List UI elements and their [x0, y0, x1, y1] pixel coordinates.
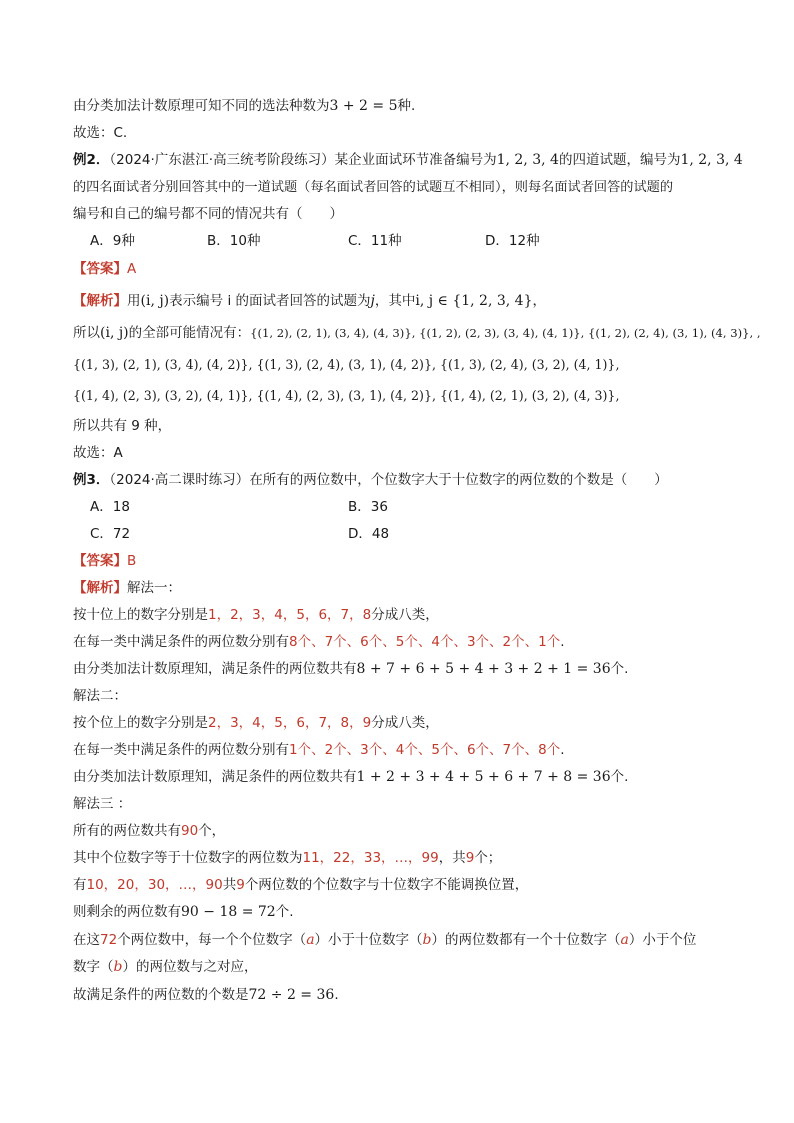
- text-line: 按十位上的数字分别是1，2，3，4，5，6，7，8分成八类，: [73, 607, 439, 623]
- answer-value: B: [127, 553, 137, 569]
- text-line: {(1, 3), (2, 1), (3, 4), (4, 2)}, {(1, 3), (2, 4), (3, 1), (4, 2)}, {(1, 3), (2, 4), (3, 2), (4, 1)},: [73, 357, 620, 372]
- text-line: 由分类加法计数原理知，满足条件的两位数共有8 + 7 + 6 + 5 + 4 + 3 + 2 + 1 = 36个.: [73, 661, 629, 677]
- text-line: 故满足条件的两位数的个数是72 ÷ 2 = 36.: [73, 987, 339, 1003]
- text-line: 有10，20，30，…，90共9个两位数的个位数字与十位数字不能调换位置，: [73, 877, 529, 893]
- text-line: 解法二：: [73, 688, 127, 704]
- text-line: 在这72个两位数中，每一个个位数字（a）小于十位数字（b）的两位数都有一个十位数字（a）小于个位: [73, 932, 697, 948]
- text-line: 数字（b）的两位数与之对应，: [73, 959, 258, 975]
- answer-tag: 【答案】: [73, 553, 127, 569]
- option-d: D．48: [348, 526, 390, 542]
- text-line: 编号和自己的编号都不同的情况共有（ ）: [73, 206, 343, 222]
- text-line: 其中个位数字等于十位数字的两位数为11，22，33，…，99，共9个；: [73, 850, 502, 866]
- text-line: 所有的两位数共有90个，: [73, 823, 226, 839]
- text-line: 的四名面试者分别回答其中的一道试题（每名面试者回答的试题互不相同），则每名面试者回答的试题的: [73, 180, 674, 195]
- analysis-line: 【解析】用(i, j)表示编号 i 的面试者回答的试题为j，其中i, j ∈ {1, 2, 3, 4}，: [73, 293, 546, 309]
- answer-line: [73, 552, 136, 570]
- answer-value: A: [127, 261, 137, 277]
- text-line: 在每一类中满足条件的两位数分别有8个、7个、6个、5个、4个、3个、2个、1个.: [73, 634, 565, 650]
- option-c: C．11种: [348, 233, 402, 249]
- text-line: 在每一类中满足条件的两位数分别有1个、2个、3个、4个、5个、6个、7个、8个.: [73, 742, 565, 758]
- text-line: 则剩余的两位数有90 − 18 = 72个.: [73, 904, 294, 920]
- text-line: 所以共有 9 种，: [73, 418, 172, 434]
- example-3-question: 例3．（2024·高二课时练习）在所有的两位数中，个位数字大于十位数字的两位数的个数是（ ）: [73, 472, 668, 488]
- option-b: B．10种: [207, 233, 261, 249]
- example-2-question: 例2．（2024·广东湛江·高三统考阶段练习）某企业面试环节准备编号为1, 2, 3, 4的四道试题，编号为1, 2, 3, 4: [73, 152, 743, 168]
- text-line: 解法三 ：: [73, 796, 132, 812]
- analysis-tag: 【解析】: [73, 293, 127, 309]
- example-label: 例2．: [73, 152, 110, 168]
- answer-line: [73, 260, 136, 278]
- text-line: 按个位上的数字分别是2，3，4，5，6，7，8，9分成八类，: [73, 715, 439, 731]
- option-c: C．72: [90, 526, 131, 542]
- analysis-tag: 【解析】: [73, 580, 127, 596]
- answer-tag: 【答案】: [73, 261, 127, 277]
- text-line: 由分类加法计数原理可知不同的选法种数为3 + 2 = 5种.: [73, 98, 416, 114]
- example-label: 例3．: [73, 472, 110, 488]
- option-a: A．9种: [90, 233, 135, 249]
- text-line: 所以(i, j)的全部可能情况有：{(1, 2), (2, 1), (3, 4), (4, 3)}, {(1, 2), (2, 3), (3, 4), (4, 1)}, {(1, 2), (2, 4), (3, 1), (4, 3)}, ,: [73, 325, 761, 341]
- text-line: 由分类加法计数原理知，满足条件的两位数共有1 + 2 + 3 + 4 + 5 + 6 + 7 + 8 = 36个.: [73, 769, 629, 785]
- text-line: 故选：A: [73, 445, 123, 461]
- text-line: 故选：C.: [73, 125, 128, 141]
- analysis-line: 【解析】解法一：: [73, 580, 181, 596]
- text-line: {(1, 4), (2, 3), (3, 2), (4, 1)}, {(1, 4), (2, 3), (3, 1), (4, 2)}, {(1, 4), (2, 1), (3, 2), (4, 3)},: [73, 388, 620, 403]
- option-d: D．12种: [485, 233, 540, 249]
- option-a: A．18: [90, 499, 130, 515]
- option-b: B．36: [348, 499, 388, 515]
